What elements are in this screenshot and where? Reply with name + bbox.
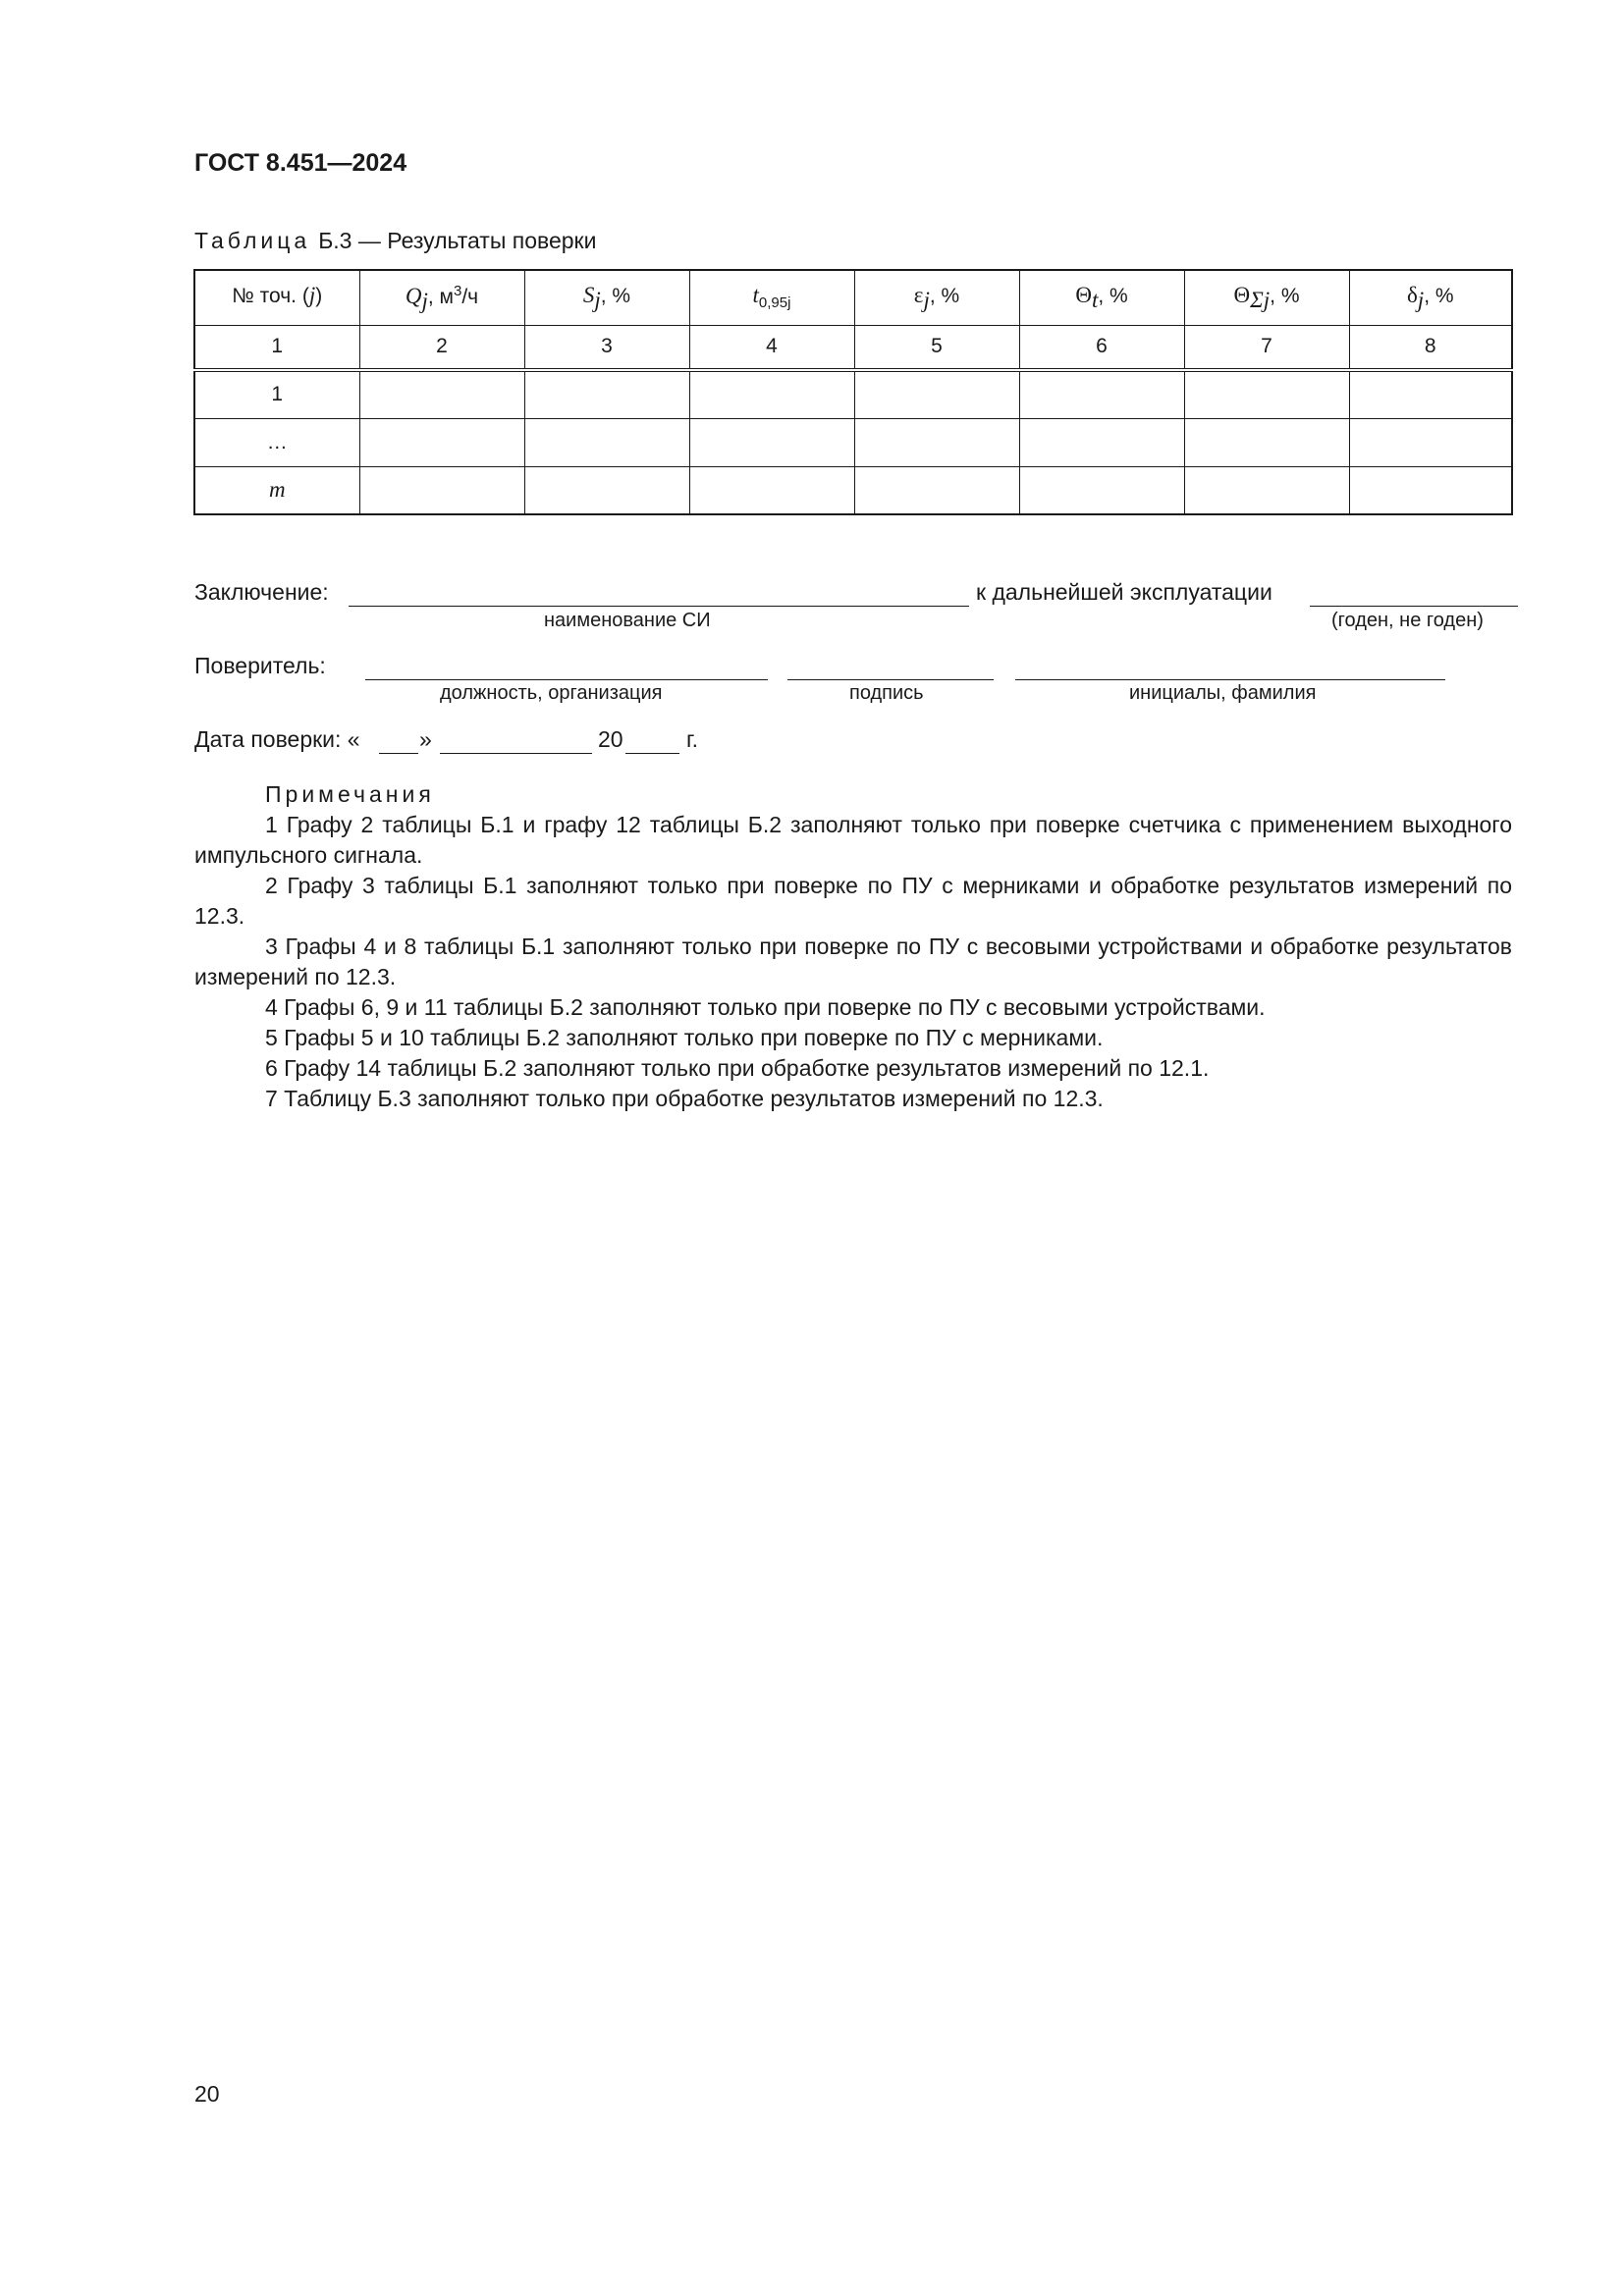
column-header-std-deviation: $S_j$, % — [524, 270, 689, 325]
table-row — [194, 466, 1512, 514]
page-number: 20 — [194, 2081, 220, 2107]
table-cell — [689, 418, 854, 466]
document-header: ГОСТ 8.451—2024 — [194, 149, 407, 177]
date-quote-close: » — [419, 726, 432, 752]
date-month-line — [440, 753, 592, 754]
note-item: 7 Таблицу Б.3 заполняют только при обработке результатов измерений по 12.3. — [265, 1086, 1104, 1111]
date-day-line — [379, 753, 418, 754]
table-cell — [524, 370, 689, 418]
column-number: 2 — [359, 325, 524, 370]
table-cell — [854, 370, 1019, 418]
date-year-suffix: г. — [686, 726, 698, 752]
table-cell — [359, 370, 524, 418]
table-cell — [1184, 466, 1349, 514]
table-row — [194, 418, 1512, 466]
verifier-name-line — [1015, 679, 1445, 680]
table-cell — [524, 466, 689, 514]
table-header-row — [194, 270, 1512, 325]
table-cell — [359, 418, 524, 466]
column-header-random-error: $\varepsilon_j$, % — [854, 270, 1019, 325]
verifier-label: Поверитель: — [194, 653, 326, 678]
column-number: 4 — [689, 325, 854, 370]
column-number: 6 — [1019, 325, 1184, 370]
table-cell — [1184, 370, 1349, 418]
conclusion-label: Заключение: — [194, 579, 329, 605]
table-cell — [1349, 418, 1512, 466]
notes-title: Примечания — [265, 781, 435, 807]
table-cell — [689, 370, 854, 418]
column-header-total-systematic-error: $\Theta_{\Sigma j}$, % — [1184, 270, 1349, 325]
note-item: 5 Графы 5 и 10 таблицы Б.2 заполняют только при поверке по ПУ с мерниками. — [265, 1025, 1104, 1050]
table-caption — [194, 228, 596, 254]
table-caption-text: Б.3 — Результаты поверки — [318, 228, 597, 253]
table-cell — [854, 466, 1019, 514]
column-number: 8 — [1349, 325, 1512, 370]
date-year-prefix: 20 — [598, 726, 623, 752]
table-cell — [1349, 370, 1512, 418]
date-label: Дата поверки: « — [194, 726, 360, 752]
table-cell — [1019, 370, 1184, 418]
caption-instrument-name: наименование СИ — [544, 610, 711, 631]
note-item: 6 Графу 14 таблицы Б.2 заполняют только при обработке результатов измерений по 12.1. — [265, 1055, 1210, 1081]
table-row — [194, 370, 1512, 418]
table-cell — [1184, 418, 1349, 466]
date-year-line — [625, 753, 679, 754]
table-cell — [524, 418, 689, 466]
column-header-student-coefficient: $t_{0,95j}$ — [689, 270, 854, 325]
conclusion-instrument-line — [349, 606, 969, 607]
caption-signature: подпись — [849, 682, 924, 704]
conclusion-middle-text: к дальнейшей эксплуатации — [976, 579, 1272, 605]
column-number: 3 — [524, 325, 689, 370]
table-caption-prefix: Таблица — [194, 228, 311, 253]
table-cell — [1019, 466, 1184, 514]
conclusion-fitness-line — [1310, 606, 1518, 607]
results-table — [193, 269, 1513, 515]
row-label: 1 — [194, 370, 359, 418]
caption-position-organization: должность, организация — [440, 682, 663, 704]
row-label: m — [194, 466, 359, 514]
column-number: 1 — [194, 325, 359, 370]
verifier-position-line — [365, 679, 768, 680]
table-cell — [1349, 466, 1512, 514]
caption-fitness: (годен, не годен) — [1331, 610, 1484, 631]
table-cell — [689, 466, 854, 514]
row-label: … — [194, 418, 359, 466]
caption-initials-surname: инициалы, фамилия — [1129, 682, 1317, 704]
column-header-relative-error: $\delta_j$, % — [1349, 270, 1512, 325]
column-numbers-row — [194, 325, 1512, 370]
note-item: 1 Графу 2 таблицы Б.1 и графу 12 таблицы Б.2 заполняют только при поверке счетчика с применением выходного импульсного сигнала. — [194, 812, 1512, 868]
note-item: 2 Графу 3 таблицы Б.1 заполняют только при поверке по ПУ с мерниками и обработке результатов измерений по 12.3. — [194, 873, 1512, 929]
note-item: 3 Графы 4 и 8 таблицы Б.1 заполняют только при поверке по ПУ с весовыми устройствами и обработке результатов измерений по 12.3. — [194, 934, 1512, 989]
table-cell — [359, 466, 524, 514]
column-header-systematic-error: $\Theta_t$, % — [1019, 270, 1184, 325]
note-item: 4 Графы 6, 9 и 11 таблицы Б.2 заполняют только при поверке по ПУ с весовыми устройствами. — [265, 994, 1266, 1020]
table-cell — [854, 418, 1019, 466]
verifier-signature-line — [787, 679, 994, 680]
column-number: 5 — [854, 325, 1019, 370]
notes-section — [194, 779, 1512, 1114]
column-header-flow-rate: $Q_j$, $м^3/ч$ — [359, 270, 524, 325]
table-cell — [1019, 418, 1184, 466]
column-number: 7 — [1184, 325, 1349, 370]
column-header-point: № точ. (j) — [194, 270, 359, 325]
